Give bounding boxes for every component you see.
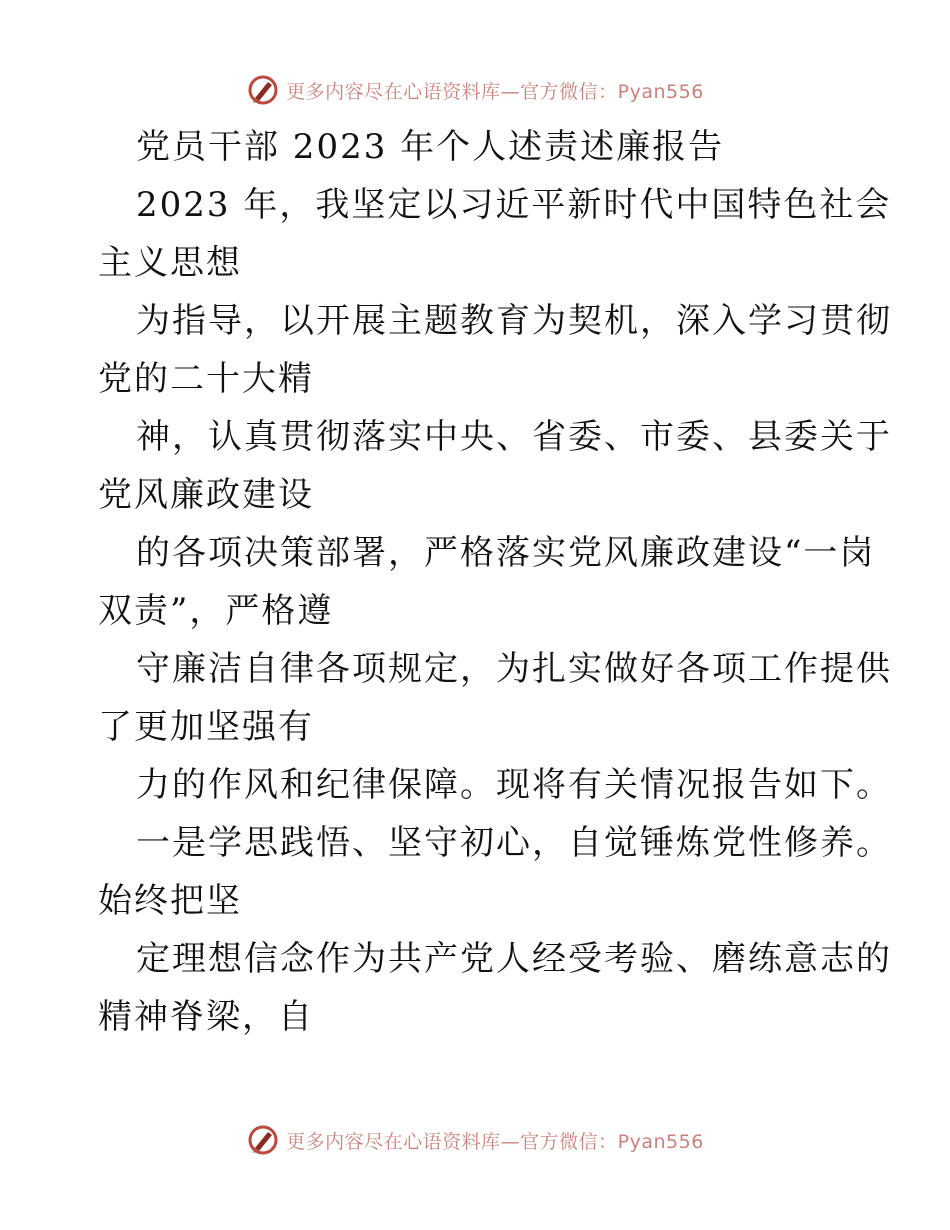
pen-logo-icon xyxy=(246,1123,280,1157)
paragraph-line: 的各项决策部署，严格落实党风廉政建设“一岗 xyxy=(136,533,876,573)
document-body xyxy=(98,118,892,1046)
paragraph-line: 始终把坚 xyxy=(98,881,242,921)
paragraph-line: 精神脊梁，自 xyxy=(98,997,314,1037)
footer-watermark xyxy=(0,1120,950,1160)
paragraph-line: 力的作风和纪律保障。现将有关情况报告如下。 xyxy=(136,765,892,805)
paragraph-line: 为指导，以开展主题教育为契机，深入学习贯彻 xyxy=(136,301,892,341)
paragraph-line: 定理想信念作为共产党人经受考验、磨练意志的 xyxy=(136,939,892,979)
paragraph-line: 守廉洁自律各项规定，为扎实做好各项工作提供 xyxy=(136,649,892,689)
watermark-text: 更多内容尽在心语资料库—官方微信：Pyan556 xyxy=(286,1130,704,1153)
watermark-text: 更多内容尽在心语资料库—官方微信：Pyan556 xyxy=(286,80,704,103)
paragraph-line: 2023 年，我坚定以习近平新时代中国特色社会 xyxy=(136,185,892,225)
paragraph-line: 主义思想 xyxy=(98,243,242,283)
document-title: 党员干部 2023 年个人述责述廉报告 xyxy=(136,127,725,167)
paragraph-line: 一是学思践悟、坚守初心，自觉锤炼党性修养。 xyxy=(136,823,892,863)
paragraph-line: 了更加坚强有 xyxy=(98,707,314,747)
paragraph-line: 神，认真贯彻落实中央、省委、市委、县委关于 xyxy=(136,417,892,457)
header-watermark xyxy=(0,70,950,110)
paragraph-line: 党风廉政建设 xyxy=(98,475,314,515)
pen-logo-icon xyxy=(246,73,280,107)
paragraph-line: 双责”，严格遵 xyxy=(98,591,334,631)
paragraph-line: 党的二十大精 xyxy=(98,359,314,399)
